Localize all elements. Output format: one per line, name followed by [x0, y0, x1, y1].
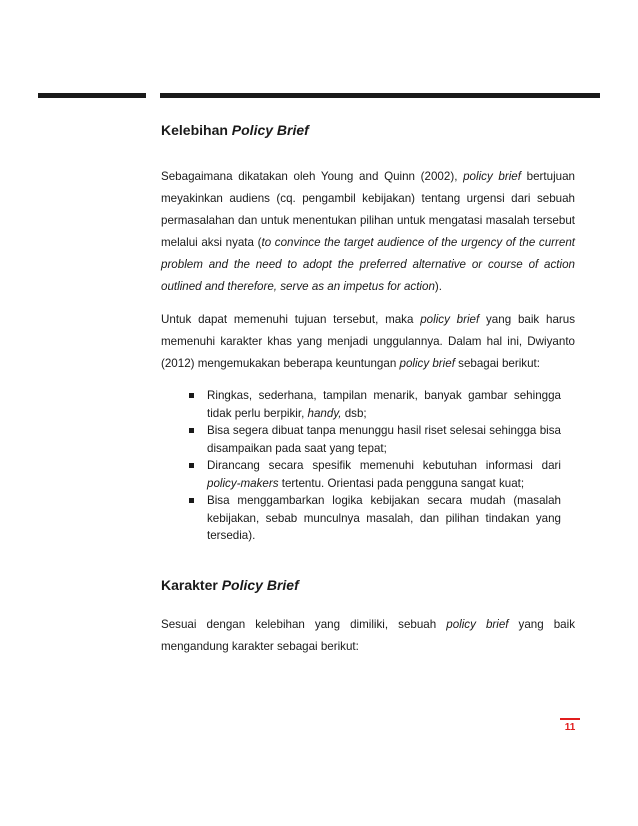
para2-text-c: yang baik harus memenuhi karakter khas yang menjadi unggulannya. Dalam hal ini, Dwiyanto (2012) mengemukakan beberapa keuntungan	[161, 313, 575, 370]
paragraph-1	[161, 166, 575, 298]
bullet3-italic-b: policy-makers	[207, 476, 279, 490]
paragraph-2	[161, 309, 575, 375]
advantages-list	[161, 387, 561, 545]
heading-karakter-italic: Policy Brief	[221, 576, 299, 593]
page-content	[161, 118, 575, 658]
list-item	[189, 492, 561, 545]
square-bullet-icon	[189, 498, 194, 503]
para1-text-c: bertujuan meyakinkan audiens (cq. pengambil kebijakan) tentang urgensi dari sebuah permasalahan dan untuk menentukan pilihan untuk mengatasi masalah tersebut melalui aksi nyata (	[161, 170, 575, 249]
bullet4-text: Bisa menggambarkan logika kebijakan secara mudah (masalah kebijakan, sebab munculnya masalah, dan pilihan tindakan yang tersedia).	[207, 494, 561, 542]
square-bullet-icon	[189, 428, 194, 433]
bullet3-text-a: Dirancang secara spesifik memenuhi kebutuhan informasi dari	[207, 459, 561, 472]
list-item	[189, 422, 561, 457]
para2-italic-d: policy brief	[399, 357, 455, 370]
bullet1-text-c: dsb;	[341, 406, 367, 420]
para1-italic-d: to convince the target audience of the urgency of the current problem and the need to adopt the preferred alternative or course of action outlined and therefore, serve as an impetus for action	[161, 236, 575, 293]
page-number-rule	[560, 718, 580, 720]
page-number: 11	[564, 722, 576, 733]
bullet2-text: Bisa segera dibuat tanpa menunggu hasil riset selesai sehingga bisa disampaikan pada saat yang tepat;	[207, 424, 561, 455]
square-bullet-icon	[189, 393, 194, 398]
bullet3-text-c: tertentu. Orientasi pada pengguna sangat kuat;	[278, 476, 525, 490]
para3-text-a: Sesuai dengan kelebihan yang dimiliki, sebuah	[161, 617, 447, 631]
list-item	[189, 457, 561, 492]
para1-italic-b: policy brief	[463, 170, 521, 183]
list-item	[189, 387, 561, 422]
para3-italic-b: policy brief	[446, 617, 509, 631]
para2-italic-b: policy brief	[420, 313, 480, 326]
para2-text-e: sebagai berikut:	[454, 357, 540, 370]
heading-karakter-text: Karakter	[161, 576, 222, 593]
heading-kelebihan	[161, 120, 575, 140]
heading-karakter	[161, 575, 575, 595]
para2-text-a: Untuk dapat memenuhi tujuan tersebut, maka	[161, 313, 421, 326]
bullet1-text-a: Ringkas, sederhana, tampilan menarik, banyak gambar sehingga tidak perlu berpikir,	[207, 389, 561, 420]
heading-kelebihan-text: Kelebihan	[161, 122, 232, 138]
heading-kelebihan-italic: Policy Brief	[231, 122, 309, 138]
para1-text-a: Sebagaimana dikatakan oleh Young and Quinn (2002),	[161, 170, 464, 183]
header-rule-right	[160, 93, 600, 98]
header-rule-left	[38, 93, 146, 98]
bullet1-italic-b: handy,	[307, 406, 342, 420]
para1-text-e: ).	[434, 280, 442, 293]
paragraph-3	[161, 614, 575, 658]
para3-text-c: yang baik mengandung karakter sebagai berikut:	[161, 617, 576, 653]
square-bullet-icon	[189, 463, 194, 468]
